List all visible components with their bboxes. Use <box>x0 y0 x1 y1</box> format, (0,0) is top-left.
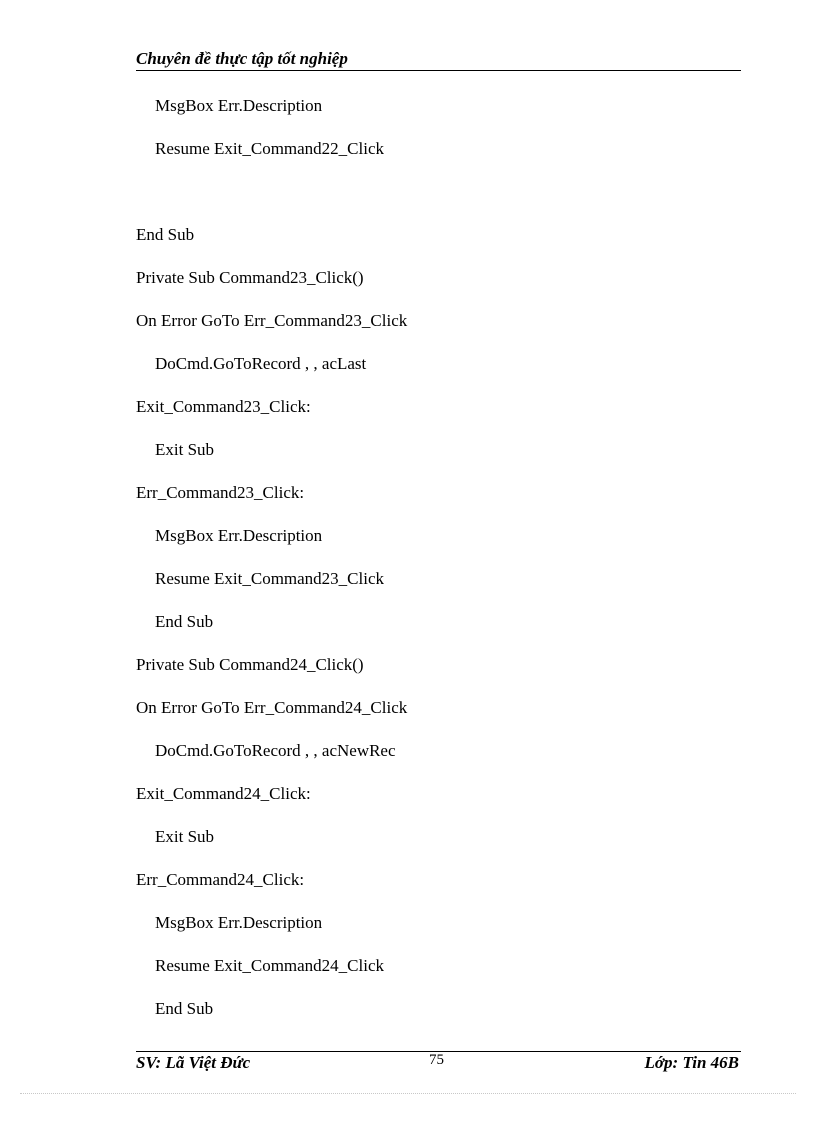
code-line: Exit Sub <box>155 827 215 846</box>
code-line: On Error GoTo Err_Command24_Click <box>136 698 408 717</box>
page-header-title: Chuyên đề thực tập tốt nghiệp <box>136 49 348 68</box>
code-line: Err_Command23_Click: <box>136 483 305 502</box>
page-edge-divider <box>20 1093 796 1094</box>
code-line: Resume Exit_Command24_Click <box>155 956 385 975</box>
code-line: MsgBox Err.Description <box>155 96 323 115</box>
code-line: Private Sub Command23_Click() <box>136 268 364 287</box>
code-line: DoCmd.GoToRecord , , acNewRec <box>155 741 396 760</box>
page-number: 75 <box>429 1052 444 1068</box>
code-line: Resume Exit_Command22_Click <box>155 139 385 158</box>
code-line: Err_Command24_Click: <box>136 870 305 889</box>
code-line: Exit Sub <box>155 440 215 459</box>
header-divider <box>136 70 741 71</box>
code-listing <box>136 94 741 1040</box>
code-line: MsgBox Err.Description <box>155 913 323 932</box>
code-line: End Sub <box>136 225 195 244</box>
code-line: Resume Exit_Command23_Click <box>155 569 385 588</box>
footer-class-label: Lớp: Tin 46B <box>644 1053 739 1072</box>
footer-student-name: SV: Lã Việt Đức <box>136 1053 251 1072</box>
code-line <box>136 180 741 223</box>
code-line: DoCmd.GoToRecord , , acLast <box>155 354 367 373</box>
code-line: On Error GoTo Err_Command23_Click <box>136 311 408 330</box>
code-line: MsgBox Err.Description <box>155 526 323 545</box>
code-line: End Sub <box>155 999 214 1018</box>
code-line: Exit_Command23_Click: <box>136 397 311 416</box>
code-line: Exit_Command24_Click: <box>136 784 311 803</box>
code-line: Private Sub Command24_Click() <box>136 655 364 674</box>
code-line: End Sub <box>155 612 214 631</box>
